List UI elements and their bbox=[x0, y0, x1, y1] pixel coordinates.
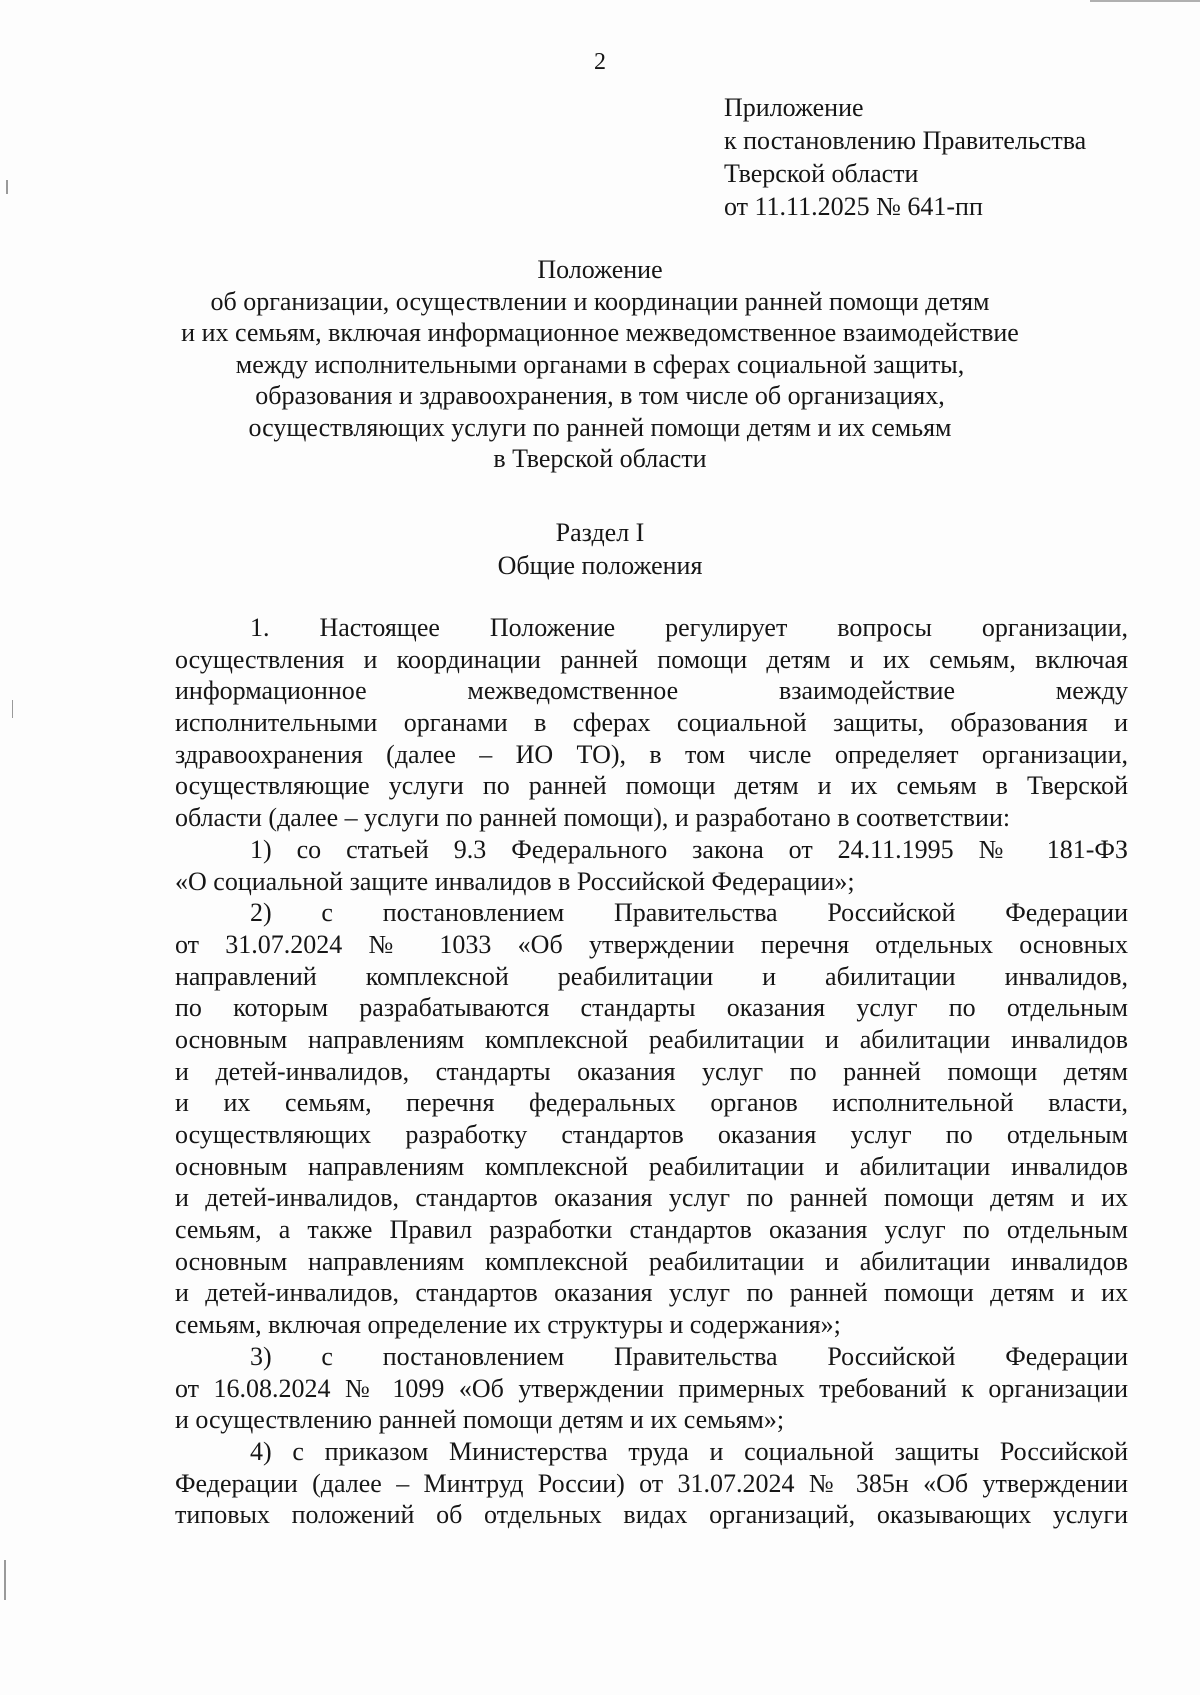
body-line: исполнительными органами в сферах социальной защиты, образования и bbox=[175, 708, 1128, 738]
section-heading bbox=[0, 516, 1200, 582]
body-line: и их семьям, перечня федеральных органов исполнительной власти, bbox=[175, 1088, 1128, 1118]
body-line: осуществления и координации ранней помощи детям и их семьям, включая bbox=[175, 644, 1128, 674]
body-line: основным направлениям комплексной реабилитации и абилитации инвалидов bbox=[175, 1151, 1128, 1181]
appendix-line: к постановлению Правительства bbox=[724, 126, 1087, 155]
body-line: по которым разрабатываются стандарты оказания услуг по отдельным bbox=[175, 993, 1128, 1023]
body-line: от 16.08.2024 № 1099 «Об утверждении примерных требований к организации bbox=[175, 1373, 1128, 1403]
title-line: и их семьям, включая информационное межведомственное взаимодействие bbox=[181, 318, 1019, 347]
body-line: направлений комплексной реабилитации и абилитации инвалидов, bbox=[175, 961, 1128, 991]
scan-speck bbox=[12, 700, 13, 718]
body-line: типовых положений об отдельных видах организаций, оказывающих услуги bbox=[175, 1500, 1128, 1530]
appendix-line: Тверской области bbox=[724, 159, 919, 188]
scan-edge-mark bbox=[1090, 0, 1200, 2]
appendix-header bbox=[724, 91, 1086, 223]
body-line: области (далее – услуги по ранней помощи), и разработано в соответствии: bbox=[175, 803, 1011, 833]
body-line: и детей-инвалидов, стандарты оказания услуг по ранней помощи детям bbox=[175, 1056, 1128, 1086]
scan-speck bbox=[6, 180, 8, 194]
title-line: между исполнительными органами в сферах социальной защиты, bbox=[235, 349, 965, 379]
title-line: в Тверской области bbox=[493, 444, 707, 473]
body-line: 4) с приказом Министерства труда и социальной защиты Российской bbox=[250, 1436, 1128, 1466]
body-line: осуществляющие услуги по ранней помощи детям и их семьям в Тверской bbox=[175, 771, 1128, 801]
body-line: от 31.07.2024 № 1033 «Об утверждении перечня отдельных основных bbox=[175, 929, 1128, 959]
body-line: 1. Настоящее Положение регулирует вопросы организации, bbox=[250, 613, 1128, 642]
body-line: информационное межведомственное взаимодействие между bbox=[175, 676, 1128, 706]
body-line: семьям, включая определение их структуры и содержания»; bbox=[175, 1310, 841, 1340]
title-line: образования и здравоохранения, в том числе об организациях, bbox=[255, 381, 945, 410]
scan-speck bbox=[4, 1560, 6, 1600]
body-line: Федерации (далее – Минтруд России) от 31.07.2024 № 385н «Об утверждении bbox=[175, 1468, 1128, 1498]
body-line: семьям, а также Правил разработки стандартов оказания услуг по отдельным bbox=[175, 1215, 1128, 1245]
body-line: основным направлениям комплексной реабилитации и абилитации инвалидов bbox=[175, 1246, 1128, 1276]
section-number: Раздел I bbox=[555, 518, 645, 547]
section-name: Общие положения bbox=[497, 551, 703, 580]
document-title bbox=[0, 254, 1200, 475]
appendix-line: Приложение bbox=[724, 93, 864, 122]
body-line: основным направлениям комплексной реабилитации и абилитации инвалидов bbox=[175, 1024, 1128, 1054]
body-line: и осуществлению ранней помощи детям и их семьям»; bbox=[175, 1405, 785, 1435]
appendix-line: от 11.11.2025 № 641-пп bbox=[724, 192, 983, 221]
body-line: 1) со статьей 9.3 Федерального закона от 24.11.1995 № 181-ФЗ bbox=[250, 834, 1128, 864]
body-line: и детей-инвалидов, стандартов оказания услуг по ранней помощи детям и их bbox=[175, 1183, 1128, 1213]
body-line: «О социальной защите инвалидов в Российской Федерации»; bbox=[175, 866, 855, 896]
body-line: 2) с постановлением Правительства Российской Федерации bbox=[250, 898, 1128, 928]
page-number: 2 bbox=[594, 49, 606, 75]
title-line: осуществляющих услуги по ранней помощи детям и их семьям bbox=[248, 412, 952, 442]
title-heading: Положение bbox=[537, 255, 663, 284]
document-body bbox=[175, 612, 1128, 1531]
title-line: об организации, осуществлении и координации ранней помощи детям bbox=[210, 286, 990, 316]
body-line: здравоохранения (далее – ИО ТО), в том числе определяет организации, bbox=[175, 739, 1128, 769]
body-line: 3) с постановлением Правительства Российской Федерации bbox=[250, 1341, 1128, 1371]
body-line: и детей-инвалидов, стандартов оказания услуг по ранней помощи детям и их bbox=[175, 1278, 1128, 1308]
body-line: осуществляющих разработку стандартов оказания услуг по отдельным bbox=[175, 1120, 1128, 1149]
